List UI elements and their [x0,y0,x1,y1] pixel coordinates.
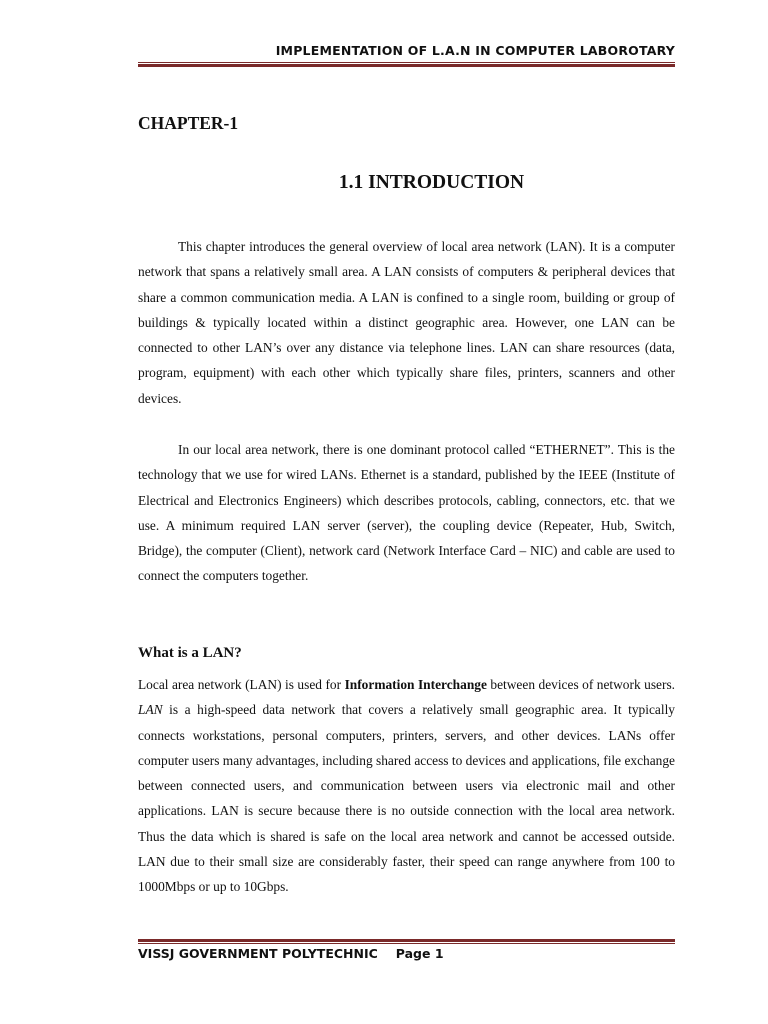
lan-paragraph [138,672,675,900]
section-title: 1.1 INTRODUCTION [338,172,525,193]
footer-institution: VISSJ GOVERNMENT POLYTECHNIC [138,946,378,961]
chapter-heading: CHAPTER-1 [138,113,239,133]
lan-text-c: is a high-speed data network that covers a relatively small geographic area. It typically connects workstations, personal computers, printers, servers, and other devices. LANs offer computer users many advantages, including shared access to devices and applications, file exchange between connected users, and communication between users via electronic mail and other applications. LAN is secure because there is no outside connection with the local area network. Thus the data which is shared is safe on the local area network and cannot be accessed outside. LAN due to their small size are considerably faster, their speed can range anywhere from 100 to 1000Mbps or up to 10Gbps. [138,702,675,895]
intro-paragraph-2: In our local area network, there is one dominant protocol called “ETHERNET”. This is the technology that we use for wired LANs. Ethernet is a standard, published by the IEEE (Institute of Electrical and Electronics Engineers) which describes protocols, cabling, connectors, etc. that we use. A minimum required LAN server (server), the coupling device (Repeater, Hub, Switch, Bridge), the computer (Client), network card (Network Interface Card – NIC) and cable are used to connect the computers together. [138,442,675,584]
lan-text-b: between devices of network users. [486,677,675,692]
subsection-heading: What is a LAN? [138,645,242,661]
footer-rule [138,939,675,944]
running-header: IMPLEMENTATION OF L.A.N IN COMPUTER LABOROTARY [275,43,675,58]
lan-bold-term: Information Interchange [344,677,487,692]
intro-paragraph-1: This chapter introduces the general overview of local area network (LAN). It is a computer network that spans a relatively small area. A LAN consists of computers & peripheral devices that share a common communication media. A LAN is confined to a single room, building or group of buildings & typically located within a distinct geographic area. However, one LAN can be connected to other LAN’s over any distance via telephone lines. LAN can share resources (data, program, equipment) with each other which typically share files, printers, scanners and other devices. [138,239,675,406]
page-number: Page 1 [395,946,444,961]
lan-italic-term: LAN [138,702,163,718]
header-rule [138,62,675,67]
lan-text-a: Local area network (LAN) is used for [138,677,345,692]
page-footer [138,946,444,961]
